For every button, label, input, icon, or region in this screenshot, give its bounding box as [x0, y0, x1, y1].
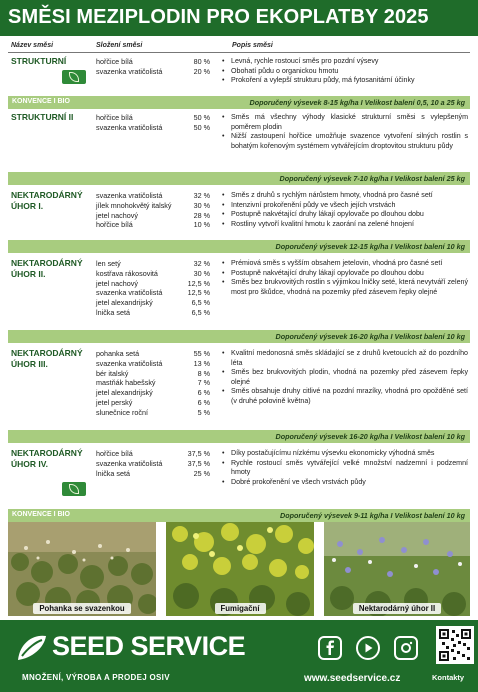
bio-badge-icon [62, 70, 86, 84]
mixture-name-line: ÚHOR I. [11, 201, 44, 211]
component-percentage: 12,5 % [187, 288, 210, 298]
component-name: jetel alexandrijský [96, 388, 153, 398]
description-bullet: • Postupně nakvétající druhy lákají opylovače po dlouhou dobu [222, 210, 468, 220]
component-name: pohanka setá [96, 349, 140, 358]
mixture-name [11, 190, 83, 212]
qr-code-icon[interactable] [436, 626, 474, 664]
description-bullet: • Směs obsahuje druhy citlivé na pozdní mrazíky, vhodná pro opožděné setí (v druhé polovině května) [222, 387, 468, 406]
seed-service-logo-icon [14, 630, 50, 666]
component-name: jílek mnohokvětý italský [96, 200, 172, 210]
mixture-name-line: ÚHOR II. [11, 269, 46, 279]
website-link[interactable]: www.seedservice.cz [304, 673, 401, 684]
component-percentage: 50 % [193, 113, 210, 122]
recommendation-band [8, 430, 470, 443]
component-percentage: 13 % [193, 358, 210, 368]
component-name: svazenka vratičolistá [96, 358, 163, 368]
photo-flower-meadow [324, 522, 470, 616]
mixture-description [222, 259, 468, 297]
mixture-name [11, 448, 83, 470]
component-percentage: 30 % [193, 200, 210, 210]
farming-type-label: KONVENCE I BIO [12, 98, 70, 105]
recommendation-band [8, 240, 470, 253]
header-divider [8, 52, 470, 53]
component-percentage: 25 % [193, 468, 210, 478]
component-name: slunečnice roční [96, 407, 148, 417]
description-bullet: • Díky postačujícímu nízkému výsevku ekonomicky výhodná směs [222, 449, 468, 459]
component-percentage: 32 % [193, 259, 210, 268]
mixture-name-line: NEKTARODÁRNÝ [11, 258, 83, 268]
description-bullet: • Směs bez brukvovitých rostlin s výjimkou lničky seté, která nevytváří zelený most pro škůdce, vhodná na pozemky před zásevem řepky olejné [222, 278, 468, 297]
recommendation-band [8, 172, 470, 185]
description-bullet: • Levná, rychle rostoucí směs pro pozdní výsevy [222, 57, 468, 67]
sowing-rate-label: Doporučený výsevek 12-15 kg/ha I Velikost balení 10 kg [275, 242, 465, 251]
component-name: svazenka vratičolistá [96, 288, 163, 298]
sowing-rate-label: Doporučený výsevek 9-11 kg/ha I Velikost balení 10 kg [280, 511, 465, 520]
component-percentage: 8 % [197, 368, 210, 378]
photo-caption: Pohanka se svazenkou [33, 603, 130, 614]
component-name: jetel perský [96, 398, 133, 407]
component-name: svazenka vratičolistá [96, 122, 163, 132]
mixture-name [11, 56, 66, 67]
description-bullet: • Intenzivní prokořenění půdy ve všech jejích vrstvách [222, 201, 468, 211]
component-name: jetel nachový [96, 278, 138, 288]
mixture-description [222, 349, 468, 407]
description-bullet: • Obohatí půdu o organickou hmotu [222, 67, 468, 77]
component-percentage: 80 % [193, 57, 210, 66]
component-name: mastňák habešský [96, 378, 156, 388]
brand-tagline: MNOŽENÍ, VÝROBA A PRODEJ OSIV [22, 673, 170, 682]
description-bullet: • Prémiová směs s vyšším obsahem jetelovin, vhodná pro časné setí [222, 259, 468, 269]
description-bullet: • Směs bez brukvovitých plodin, vhodná na pozemky před zásevem řepky olejné [222, 368, 468, 387]
recommendation-band [8, 330, 470, 343]
component-name: lnička setá [96, 468, 130, 478]
mixture-description [222, 191, 468, 229]
description-bullet: • Směs má všechny výhody klasické strukturní směsi s vylepšeným poměrem plodin [222, 113, 468, 132]
mixture-name [11, 348, 83, 370]
recommendation-band [8, 509, 470, 522]
farming-type-label: KONVENCE I BIO [12, 511, 70, 518]
component-name: svazenka vratičolistá [96, 191, 163, 200]
description-bullet: • Prokoření a vylepší strukturu půdy, má fytosanitární účinky [222, 76, 468, 86]
description-bullet: • Rychle rostoucí směs vytvářející velké množství nadzemní i podzemní hmoty [222, 459, 468, 478]
component-percentage: 6 % [197, 398, 210, 407]
sowing-rate-label: Doporučený výsevek 8-15 kg/ha I Velikost balení 0,5, 10 a 25 kg [249, 98, 465, 107]
component-name: svazenka vratičolistá [96, 66, 163, 76]
description-bullet: • Postupně nakvétající druhy lákají opylovače po dlouhou dobu [222, 269, 468, 279]
component-percentage: 6,5 % [191, 308, 210, 317]
mixture-name-line: NEKTARODÁRNÝ [11, 190, 83, 200]
component-name: lnička setá [96, 308, 130, 317]
component-percentage: 50 % [193, 122, 210, 132]
component-percentage: 7 % [197, 378, 210, 388]
photo-caption: Nektarodárný úhor II [353, 603, 441, 614]
sowing-rate-label: Doporučený výsevek 7-10 kg/ha I Velikost balení 25 kg [279, 174, 465, 183]
mixture-name-line: ÚHOR IV. [11, 459, 49, 469]
mixture-name-line: STRUKTURNÍ [11, 56, 67, 66]
component-percentage: 55 % [193, 349, 210, 358]
title-bar [0, 0, 478, 36]
component-percentage: 37,5 % [187, 449, 210, 458]
component-percentage: 6,5 % [191, 298, 210, 308]
facebook-icon[interactable] [318, 636, 342, 660]
component-name: hořčice bílá [96, 449, 133, 458]
mixture-name-line: NEKTARODÁRNÝ [11, 348, 83, 358]
column-header-description: Popis směsi [232, 42, 273, 49]
column-header-name: Název směsi [11, 42, 54, 49]
contacts-label: Kontakty [432, 673, 465, 682]
photo-caption: Fumigační [215, 603, 266, 614]
mixture-name-line: NEKTARODÁRNÝ [11, 448, 83, 458]
component-percentage: 30 % [193, 268, 210, 278]
photo-buckwheat [8, 522, 156, 616]
mixture-name [11, 112, 73, 123]
sowing-rate-label: Doporučený výsevek 16-20 kg/ha I Velikost balení 10 kg [275, 432, 465, 441]
description-bullet: • Rostliny vytvoří kvalitní hmotu k zaorání na zelené hnojení [222, 220, 468, 230]
component-percentage: 37,5 % [187, 458, 210, 468]
bio-badge-icon [62, 482, 86, 496]
mixture-name [11, 258, 83, 280]
description-bullet: • Dobré prokořenění ve všech vrstvách půdy [222, 478, 468, 488]
page-title: SMĚSI MEZIPLODIN PRO EKOPLATBY 2025 [8, 6, 429, 28]
brand-name: SEED SERVICE [52, 631, 246, 661]
description-bullet: • Kvalitní medonosná směs skládající se z druhů kvetoucích až do pozdního léta [222, 349, 468, 368]
component-name: jetel nachový [96, 210, 138, 220]
mixture-name-line: STRUKTURNÍ II [11, 112, 74, 122]
component-name: hořčice bílá [96, 220, 133, 230]
description-bullet: • Nižší zastoupení hořčice umožňuje svazence vytvoření silných rostlin s bohatým kořenovým systémem vytvářejícím droptovitou strukturu půdy [222, 132, 468, 151]
component-percentage: 12,5 % [187, 278, 210, 288]
component-name: len setý [96, 259, 121, 268]
description-bullet: • Směs z druhů s rychlým nárůstem hmoty, vhodná pro časné setí [222, 191, 468, 201]
component-percentage: 32 % [193, 191, 210, 200]
instagram-icon[interactable] [394, 636, 418, 660]
sowing-rate-label: Doporučený výsevek 16-20 kg/ha I Velikost balení 10 kg [275, 332, 465, 341]
component-percentage: 6 % [197, 388, 210, 398]
mixture-description [222, 113, 468, 151]
mixture-name-line: ÚHOR III. [11, 359, 48, 369]
component-name: hořčice bílá [96, 57, 133, 66]
component-percentage: 5 % [197, 407, 210, 417]
column-header-composition: Složení směsi [96, 42, 143, 49]
footer [0, 620, 478, 692]
component-percentage: 28 % [193, 210, 210, 220]
photo-mustard [166, 522, 314, 616]
component-name: bér italský [96, 368, 129, 378]
component-name: jetel alexandrijský [96, 298, 153, 308]
component-percentage: 20 % [193, 66, 210, 76]
mixture-description [222, 57, 468, 86]
component-name: hořčice bílá [96, 113, 133, 122]
component-percentage: 10 % [193, 220, 210, 230]
component-name: kostřava rákosovitá [96, 268, 158, 278]
youtube-icon[interactable] [356, 636, 380, 660]
component-name: svazenka vratičolistá [96, 458, 163, 468]
mixture-description [222, 449, 468, 487]
recommendation-band [8, 96, 470, 109]
